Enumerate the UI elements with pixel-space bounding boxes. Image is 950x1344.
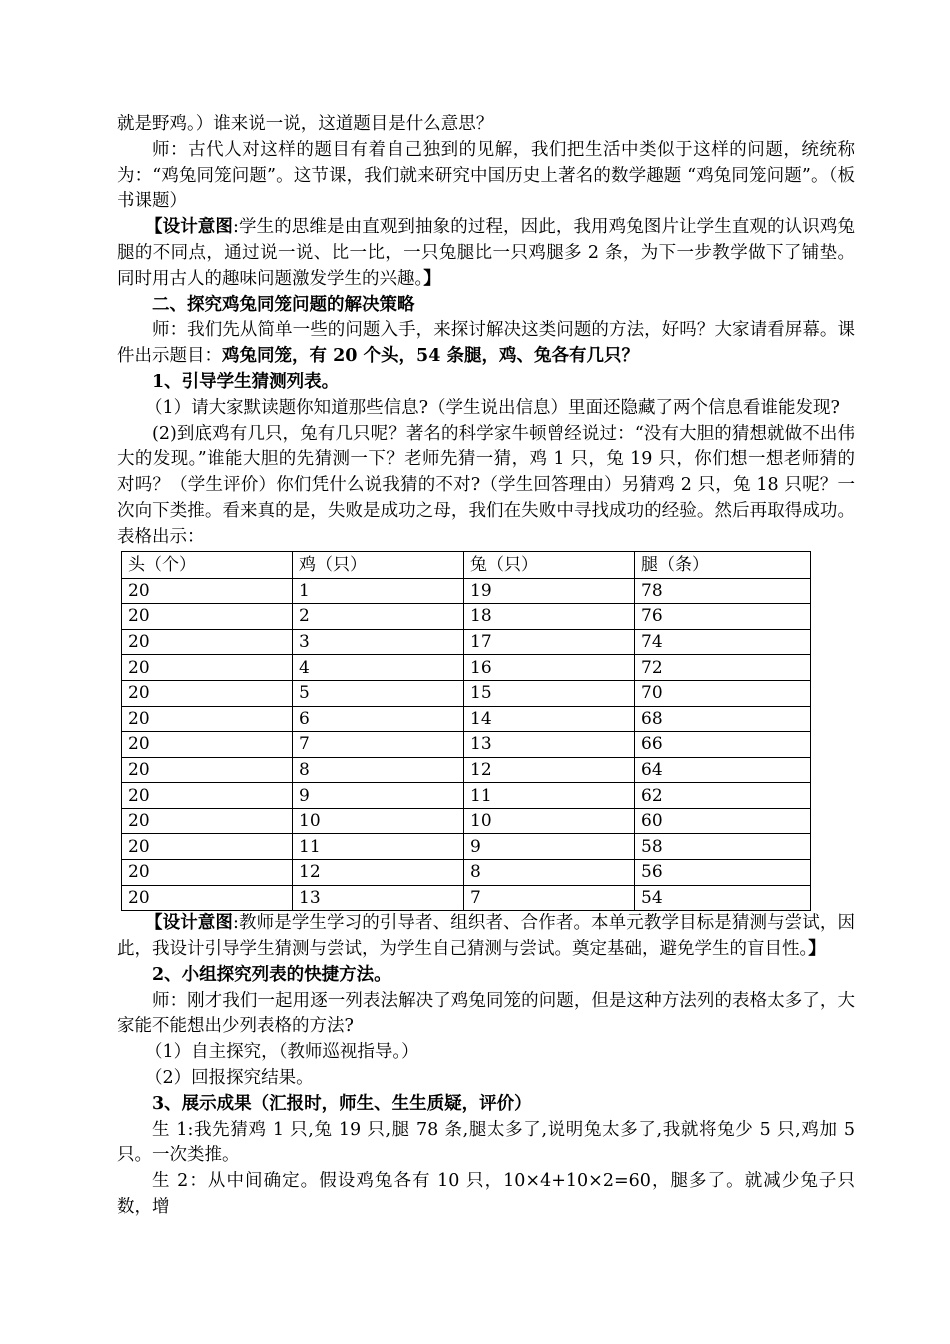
cell-rabbits: 14: [464, 706, 635, 732]
cell-heads: 20: [122, 629, 293, 655]
design-intent-close: 】: [808, 939, 826, 960]
cell-rabbits: 8: [464, 860, 635, 886]
cell-legs: 74: [635, 629, 811, 655]
paragraph-design-intent-2: [117, 911, 855, 963]
paragraph-design-intent-1: [117, 215, 855, 292]
cell-legs: 62: [635, 783, 811, 809]
cell-rabbits: 17: [464, 629, 635, 655]
cell-legs: 70: [635, 680, 811, 706]
cell-chickens: 6: [293, 706, 464, 732]
cell-legs: 60: [635, 808, 811, 834]
cell-legs: 64: [635, 757, 811, 783]
design-intent-close: 】: [423, 268, 441, 289]
design-intent-text: :教师是学生学习的引导者、组织者、合作者。本单元教学目标是猜测与尝试，因此，我设计引导学生猜测与尝试，为学生自己猜测与尝试。奠定基础，避免学生的盲目性。: [117, 913, 855, 960]
cell-heads: 20: [122, 757, 293, 783]
table-row: [122, 706, 811, 732]
cell-chickens: 4: [293, 655, 464, 681]
paragraph-step-2: (2)到底鸡有几只，兔有几只呢？著名的科学家牛顿曾经说过：“没有大胆的猜想就做不出伟大的发现。”谁能大胆的先猜测一下？老师先猜一猜，鸡 1 只，兔 19 只，你们想一想老师猜的对吗？（学生评价）你们凭什么说我猜的不对?（学生回答理由）另猜鸡 2 只，兔 18 只呢？一次向下类推。看来真的是，失败是成功之母，我们在失败中寻找成功的经验。然后再取得成功。表格出示：: [117, 423, 855, 547]
subsection-heading-1: 1、引导学生猜测列表。: [152, 371, 340, 392]
paragraph-student-1: 生 1:我先猜鸡 1 只,兔 19 只,腿 78 条,腿太多了,说明兔太多了,我就将兔少 5 只,鸡加 5 只。一次类推。: [117, 1119, 855, 1166]
subsection-heading-2: 2、小组探究列表的快捷方法。: [152, 964, 392, 985]
paragraph-teacher-intro: 师：古代人对这样的题目有着自己独到的见解，我们把生活中类似于这样的问题，统统称为：“鸡兔同笼问题”。这节课，我们就来研究中国历史上著名的数学趣题 “鸡兔同笼问题”。（板书课题）: [117, 139, 855, 212]
cell-chickens: 8: [293, 757, 464, 783]
paragraph-problem-intro: [117, 318, 855, 370]
cell-rabbits: 19: [464, 578, 635, 604]
cell-heads: 20: [122, 860, 293, 886]
subsection-heading-3: 3、展示成果（汇报时，师生、生生质疑，评价）: [152, 1093, 532, 1114]
cell-heads: 20: [122, 732, 293, 758]
cell-heads: 20: [122, 578, 293, 604]
cell-rabbits: 15: [464, 680, 635, 706]
cell-legs: 68: [635, 706, 811, 732]
table-row: [122, 808, 811, 834]
header-cell-chickens: 鸡（只）: [293, 551, 464, 578]
table-header-row: [122, 551, 811, 578]
section-heading-2: 二、探究鸡兔同笼问题的解决策略: [152, 294, 415, 315]
cell-heads: 20: [122, 834, 293, 860]
cell-chickens: 2: [293, 604, 464, 630]
paragraph-self-explore: （1）自主探究，（教师巡视指导。）: [145, 1042, 419, 1063]
cell-heads: 20: [122, 680, 293, 706]
cell-heads: 20: [122, 808, 293, 834]
cell-heads: 20: [122, 655, 293, 681]
table-row: [122, 732, 811, 758]
table-row: [122, 578, 811, 604]
cell-heads: 20: [122, 885, 293, 911]
cell-rabbits: 9: [464, 834, 635, 860]
table-row: [122, 680, 811, 706]
design-intent-label: 【设计意图: [145, 913, 234, 934]
table-row: [122, 860, 811, 886]
paragraph-step-1: （1）请大家默读题你知道那些信息?（学生说出信息）里面还隐藏了两个信息看谁能发现?: [145, 397, 840, 418]
cell-legs: 58: [635, 834, 811, 860]
cell-legs: 76: [635, 604, 811, 630]
table-row: [122, 834, 811, 860]
table-row: [122, 655, 811, 681]
table-row: [122, 885, 811, 911]
problem-lead-text: 师：我们先从简单一些的问题入手，来探讨解决这类问题的方法，好吗？大家请看屏幕。课件出示题目：: [117, 320, 855, 367]
cell-rabbits: 12: [464, 757, 635, 783]
cell-chickens: 12: [293, 860, 464, 886]
cell-heads: 20: [122, 706, 293, 732]
table-row: [122, 783, 811, 809]
cell-legs: 56: [635, 860, 811, 886]
design-intent-label: 【设计意图: [145, 217, 234, 238]
cell-chickens: 9: [293, 783, 464, 809]
cell-rabbits: 10: [464, 808, 635, 834]
design-intent-text: :学生的思维是由直观到抽象的过程，因此，我用鸡兔图片让学生直观的认识鸡兔腿的不同点，通过说一说、比一比，一只兔腿比一只鸡腿多 2 条，为下一步教学做下了铺垫。同时用古人的趣味问题激发学生的兴趣。: [117, 217, 855, 289]
header-cell-heads: 头（个）: [122, 551, 293, 578]
cell-rabbits: 11: [464, 783, 635, 809]
cell-chickens: 1: [293, 578, 464, 604]
guess-table: [121, 551, 811, 912]
cell-legs: 66: [635, 732, 811, 758]
table-row: [122, 629, 811, 655]
header-cell-legs: 腿（条）: [635, 551, 811, 578]
cell-legs: 54: [635, 885, 811, 911]
cell-rabbits: 18: [464, 604, 635, 630]
cell-chickens: 3: [293, 629, 464, 655]
table-row: [122, 604, 811, 630]
paragraph-report-results: （2）回报探究结果。: [145, 1068, 314, 1089]
cell-legs: 78: [635, 578, 811, 604]
cell-legs: 72: [635, 655, 811, 681]
cell-chickens: 11: [293, 834, 464, 860]
paragraph-intro-end: 就是野鸡。）谁来说一说，这道题目是什么意思？: [117, 114, 494, 134]
table-row: [122, 757, 811, 783]
paragraph-teacher-question: 师：刚才我们一起用逐一列表法解决了鸡兔同笼的问题，但是这种方法列的表格太多了，大家能不能想出少列表格的方法?: [117, 990, 855, 1037]
cell-rabbits: 16: [464, 655, 635, 681]
cell-chickens: 5: [293, 680, 464, 706]
cell-heads: 20: [122, 783, 293, 809]
cell-chickens: 10: [293, 808, 464, 834]
problem-statement: 鸡兔同笼，有 20 个头，54 条腿，鸡、兔各有几只？: [222, 346, 639, 367]
header-cell-rabbits: 兔（只）: [464, 551, 635, 578]
cell-chickens: 7: [293, 732, 464, 758]
cell-chickens: 13: [293, 885, 464, 911]
cell-rabbits: 13: [464, 732, 635, 758]
cell-heads: 20: [122, 604, 293, 630]
paragraph-student-2: 生 2：从中间确定。假设鸡兔各有 10 只，10×4+10×2=60，腿多了。就减少兔子只数，增: [117, 1171, 855, 1218]
document-page: [117, 112, 855, 1221]
cell-rabbits: 7: [464, 885, 635, 911]
